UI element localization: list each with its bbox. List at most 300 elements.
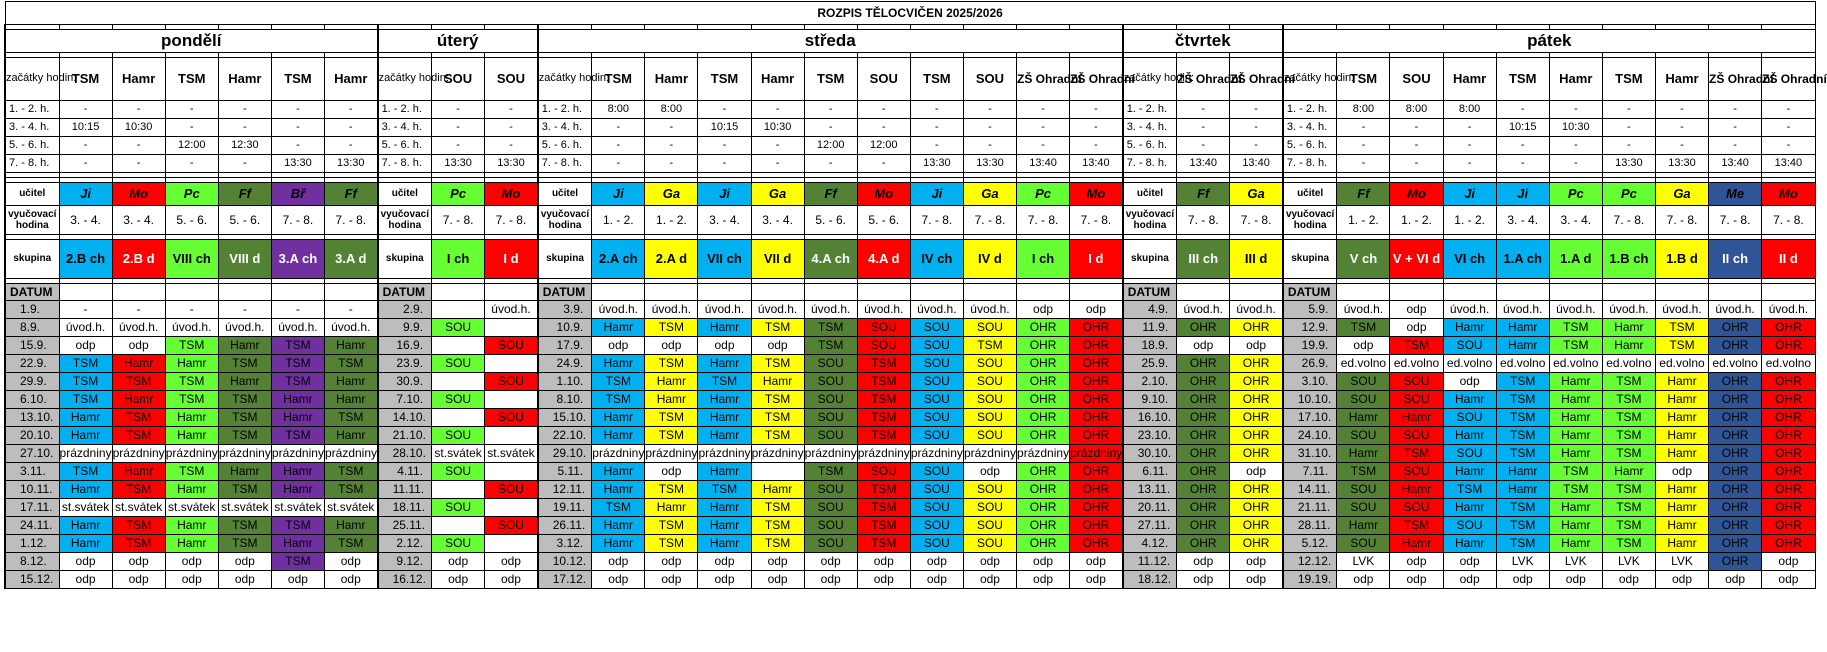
schedule-cell: Hamr: [592, 355, 645, 373]
slot-time: -: [910, 137, 963, 155]
schedule-cell: OHR: [1230, 319, 1283, 337]
empty-cell: [592, 284, 645, 301]
schedule-cell: SOU: [1390, 391, 1443, 409]
schedule-cell: TSM: [1496, 409, 1549, 427]
teacher-label: učitel: [538, 183, 592, 206]
venue-header: TSM: [910, 58, 963, 101]
schedule-cell: st.svátek: [271, 499, 324, 517]
schedule-cell: odp: [1070, 571, 1123, 589]
schedule-cell: úvod.h.: [963, 301, 1016, 319]
empty-cell: [1390, 284, 1443, 301]
group-label: skupina: [1283, 240, 1337, 279]
schedule-cell: OHR: [1709, 409, 1762, 427]
schedule-cell: OHR: [1709, 463, 1762, 481]
schedule-cell: Hamr: [1496, 463, 1549, 481]
schedule-cell: odp: [1230, 571, 1283, 589]
schedule-cell: TSM: [1602, 427, 1655, 445]
slot-time: 13:40: [1177, 155, 1230, 173]
schedule-cell: odp: [59, 571, 112, 589]
schedule-cell: st.svátek: [112, 499, 165, 517]
schedule-cell: OHR: [1709, 481, 1762, 499]
schedule-cell: st.svátek: [485, 445, 538, 463]
schedule-cell: OHR: [1070, 337, 1123, 355]
schedule-cell: TSM: [1655, 319, 1708, 337]
schedule-cell: OHR: [1709, 319, 1762, 337]
lesson-period: 1. - 2.: [1443, 206, 1496, 235]
slot-time: 8:00: [1443, 101, 1496, 119]
empty-cell: [804, 284, 857, 301]
date-cell: 24.10.: [1283, 427, 1337, 445]
schedule-cell: odp: [698, 553, 751, 571]
schedule-cell: úvod.h.: [1549, 301, 1602, 319]
date-cell: 20.10.: [5, 427, 59, 445]
teacher-code: Ga: [963, 183, 1016, 206]
schedule-cell: TSM: [1390, 445, 1443, 463]
date-row: [5, 571, 1815, 589]
slot-time: -: [485, 101, 538, 119]
schedule-cell: SOU: [432, 463, 485, 481]
day-name: úterý: [378, 30, 538, 53]
schedule-cell: Hamr: [645, 373, 698, 391]
slot-time: -: [592, 137, 645, 155]
date-cell: 18.11.: [378, 499, 432, 517]
slot-label: 5. - 6. h.: [538, 137, 592, 155]
slot-time: 12:00: [165, 137, 218, 155]
schedule-cell: TSM: [963, 337, 1016, 355]
slot-time: -: [59, 101, 112, 119]
slot-label: 3. - 4. h.: [538, 119, 592, 137]
schedule-cell: úvod.h.: [1337, 301, 1390, 319]
schedule-cell: prázdniny: [592, 445, 645, 463]
schedule-cell: odp: [271, 571, 324, 589]
date-cell: 2.12.: [378, 535, 432, 553]
schedule-cell: SOU: [804, 481, 857, 499]
date-row: [5, 355, 1815, 373]
schedule-cell: úvod.h.: [1602, 301, 1655, 319]
schedule-cell: Hamr: [59, 481, 112, 499]
date-header-row: [5, 284, 1815, 301]
slot-time: 10:15: [59, 119, 112, 137]
schedule-cell: st.svátek: [432, 445, 485, 463]
slot-time: -: [857, 101, 910, 119]
schedule-cell: TSM: [59, 373, 112, 391]
schedule-cell: ed.volno: [1709, 355, 1762, 373]
group-name: VI ch: [1443, 240, 1496, 279]
schedule-cell: odp: [592, 337, 645, 355]
date-row: [5, 319, 1815, 337]
lesson-label: vyučovací hodina: [1123, 206, 1177, 235]
schedule-cell: Hamr: [324, 427, 377, 445]
venue-header: ZŠ Ohradní: [1070, 58, 1123, 101]
schedule-cell: TSM: [218, 427, 271, 445]
schedule-cell: OHR: [1762, 445, 1816, 463]
lesson-period: 7. - 8.: [963, 206, 1016, 235]
group-name: IV d: [963, 240, 1016, 279]
group-name: 4.A ch: [804, 240, 857, 279]
slot-time: 12:00: [857, 137, 910, 155]
schedule-cell: TSM: [1602, 535, 1655, 553]
schedule-cell: prázdniny: [857, 445, 910, 463]
schedule-cell: OHR: [1230, 445, 1283, 463]
schedule-cell: odp: [1017, 553, 1070, 571]
schedule-cell: úvod.h.: [1443, 301, 1496, 319]
schedule-cell: Hamr: [271, 481, 324, 499]
date-cell: 10.12.: [538, 553, 592, 571]
schedule-cell: SOU: [963, 535, 1016, 553]
group-name: VII ch: [698, 240, 751, 279]
schedule-cell: SOU: [1390, 463, 1443, 481]
schedule-cell: TSM: [165, 391, 218, 409]
schedule-cell: OHR: [1709, 517, 1762, 535]
slot-time: -: [1655, 119, 1708, 137]
group-name: 1.A d: [1549, 240, 1602, 279]
schedule-cell: prázdniny: [963, 445, 1016, 463]
lesson-period: 3. - 4.: [751, 206, 804, 235]
schedule-cell: prázdniny: [112, 445, 165, 463]
schedule-cell: SOU: [1390, 373, 1443, 391]
schedule-cell: OHR: [1177, 481, 1230, 499]
schedule-cell: [432, 337, 485, 355]
date-cell: 12.12.: [1283, 553, 1337, 571]
schedule-cell: Hamr: [1443, 535, 1496, 553]
slot-label: 3. - 4. h.: [378, 119, 432, 137]
group-name: 1.B d: [1655, 240, 1708, 279]
schedule-cell: odp: [1017, 571, 1070, 589]
schedule-cell: SOU: [1443, 337, 1496, 355]
schedule-cell: odp: [1549, 571, 1602, 589]
schedule-cell: OHR: [1017, 319, 1070, 337]
date-cell: 9.9.: [378, 319, 432, 337]
schedule-cell: OHR: [1070, 517, 1123, 535]
day-name: středa: [538, 30, 1123, 53]
schedule-cell: TSM: [698, 481, 751, 499]
slot-time: -: [165, 101, 218, 119]
schedule-cell: [432, 409, 485, 427]
slot-time: 13:40: [1709, 155, 1762, 173]
slot-time: 10:15: [698, 119, 751, 137]
slot-label: 3. - 4. h.: [1283, 119, 1337, 137]
teacher-code: Ji: [59, 183, 112, 206]
schedule-cell: odp: [165, 571, 218, 589]
date-row: [5, 391, 1815, 409]
date-cell: 10.9.: [538, 319, 592, 337]
schedule-cell: OHR: [1230, 481, 1283, 499]
date-cell: 24.9.: [538, 355, 592, 373]
venue-header: TSM: [1337, 58, 1390, 101]
schedule-cell: SOU: [1337, 481, 1390, 499]
empty-cell: [1230, 284, 1283, 301]
schedule-cell: [432, 481, 485, 499]
schedule-cell: OHR: [1017, 355, 1070, 373]
slot-time: 10:15: [1496, 119, 1549, 137]
slot-time: -: [592, 155, 645, 173]
schedule-cell: odp: [1070, 301, 1123, 319]
empty-cell: [1443, 284, 1496, 301]
schedule-cell: TSM: [165, 337, 218, 355]
schedule-cell: odp: [592, 553, 645, 571]
schedule-cell: OHR: [1070, 481, 1123, 499]
schedule-cell: úvod.h.: [751, 301, 804, 319]
schedule-cell: [485, 463, 538, 481]
schedule-cell: SOU: [804, 517, 857, 535]
schedule-cell: úvod.h.: [698, 301, 751, 319]
schedule-cell: ed.volno: [1655, 355, 1708, 373]
group-label: skupina: [1123, 240, 1177, 279]
schedule-cell: úvod.h.: [1655, 301, 1708, 319]
schedule-cell: OHR: [1762, 409, 1816, 427]
schedule-cell: OHR: [1230, 409, 1283, 427]
schedule-cell: odp: [1602, 571, 1655, 589]
slot-time: 12:30: [218, 137, 271, 155]
schedule-cell: prázdniny: [165, 445, 218, 463]
group-name: II d: [1762, 240, 1816, 279]
date-cell: 19.11.: [538, 499, 592, 517]
slot-time: -: [1017, 119, 1070, 137]
schedule-cell: SOU: [910, 373, 963, 391]
schedule-cell: odp: [112, 571, 165, 589]
schedule-cell: TSM: [1390, 337, 1443, 355]
date-cell: 13.11.: [1123, 481, 1177, 499]
schedule-cell: TSM: [112, 409, 165, 427]
schedule-cell: LVK: [1549, 553, 1602, 571]
slot-time: 13:40: [1762, 155, 1816, 173]
schedule-cell: SOU: [963, 517, 1016, 535]
date-cell: 23.10.: [1123, 427, 1177, 445]
empty-cell: [432, 284, 485, 301]
slot-time: -: [645, 155, 698, 173]
lesson-period: 1. - 2.: [1337, 206, 1390, 235]
schedule-cell: OHR: [1070, 463, 1123, 481]
schedule-cell: TSM: [1496, 373, 1549, 391]
empty-cell: [1709, 284, 1762, 301]
schedule-cell: úvod.h.: [645, 301, 698, 319]
schedule-cell: Hamr: [59, 517, 112, 535]
schedule-cell: TSM: [751, 499, 804, 517]
slot-label: 1. - 2. h.: [538, 101, 592, 119]
schedule-cell: prázdniny: [324, 445, 377, 463]
slot-label: 7. - 8. h.: [378, 155, 432, 173]
group-name: I ch: [432, 240, 485, 279]
teacher-code: Ff: [1177, 183, 1230, 206]
slot-time: -: [1602, 119, 1655, 137]
date-cell: 8.12.: [5, 553, 59, 571]
schedule-cell: OHR: [1070, 391, 1123, 409]
schedule-cell: TSM: [218, 355, 271, 373]
slot-time: -: [1496, 155, 1549, 173]
slot-label: 1. - 2. h.: [1283, 101, 1337, 119]
empty-cell: [910, 284, 963, 301]
schedule-cell: Hamr: [1390, 535, 1443, 553]
schedule-cell: LVK: [1655, 553, 1708, 571]
schedule-cell: Hamr: [324, 391, 377, 409]
slot-time: -: [1602, 137, 1655, 155]
schedule-cell: Hamr: [271, 535, 324, 553]
slot-time: -: [1017, 137, 1070, 155]
group-name: 2.A ch: [592, 240, 645, 279]
date-header: DATUM: [378, 284, 432, 301]
schedule-cell: SOU: [1443, 445, 1496, 463]
teacher-code: Ff: [324, 183, 377, 206]
slot-time: -: [698, 155, 751, 173]
slot-row: [5, 137, 1815, 155]
group-name: I ch: [1017, 240, 1070, 279]
date-cell: 3.9.: [538, 301, 592, 319]
schedule-cell: OHR: [1230, 517, 1283, 535]
date-cell: 25.11.: [378, 517, 432, 535]
schedule-cell: OHR: [1177, 355, 1230, 373]
slot-time: 8:00: [1390, 101, 1443, 119]
schedule-cell: TSM: [59, 463, 112, 481]
schedule-cell: SOU: [910, 499, 963, 517]
schedule-cell: odp: [645, 571, 698, 589]
schedule-cell: Hamr: [698, 517, 751, 535]
slot-time: -: [1443, 137, 1496, 155]
date-cell: 26.9.: [1283, 355, 1337, 373]
date-cell: 18.12.: [1123, 571, 1177, 589]
schedule-cell: OHR: [1070, 535, 1123, 553]
schedule-cell: Hamr: [698, 427, 751, 445]
schedule-cell: odp: [1390, 301, 1443, 319]
schedule-cell: odp: [1017, 301, 1070, 319]
venue-header: Hamr: [218, 58, 271, 101]
schedule-cell: Hamr: [1337, 445, 1390, 463]
schedule-cell: úvod.h.: [1230, 301, 1283, 319]
empty-cell: [1177, 284, 1230, 301]
day-header-row: [5, 30, 1815, 53]
group-name: IV ch: [910, 240, 963, 279]
schedule-cell: TSM: [1496, 499, 1549, 517]
teacher-code: Pc: [165, 183, 218, 206]
schedule-cell: odp: [1070, 553, 1123, 571]
schedule-cell: TSM: [804, 337, 857, 355]
teacher-label: učitel: [1283, 183, 1337, 206]
teacher-code: Ji: [592, 183, 645, 206]
slot-time: -: [1070, 119, 1123, 137]
date-cell: 12.11.: [538, 481, 592, 499]
schedule-cell: TSM: [218, 481, 271, 499]
schedule-cell: Hamr: [1549, 427, 1602, 445]
schedule-cell: TSM: [751, 409, 804, 427]
teacher-code: Mo: [112, 183, 165, 206]
schedule-cell: [485, 319, 538, 337]
date-row: [5, 427, 1815, 445]
schedule-cell: Hamr: [1390, 409, 1443, 427]
schedule-cell: ed.volno: [1549, 355, 1602, 373]
schedule-cell: SOU: [1337, 427, 1390, 445]
schedule-cell: LVK: [1602, 553, 1655, 571]
schedule-cell: TSM: [1602, 499, 1655, 517]
schedule-cell: TSM: [1337, 319, 1390, 337]
schedule-cell: TSM: [1496, 445, 1549, 463]
schedule-cell: Hamr: [165, 427, 218, 445]
schedule-cell: odp: [751, 337, 804, 355]
schedule-cell: TSM: [1602, 481, 1655, 499]
slot-time: -: [1709, 137, 1762, 155]
schedule-cell: Hamr: [592, 517, 645, 535]
schedule-cell: OHR: [1017, 391, 1070, 409]
slot-time: -: [1230, 119, 1283, 137]
schedule-cell: SOU: [963, 499, 1016, 517]
schedule-cell: odp: [804, 571, 857, 589]
schedule-cell: Hamr: [1549, 409, 1602, 427]
schedule-cell: LVK: [1337, 553, 1390, 571]
schedule-cell: Hamr: [1655, 373, 1708, 391]
slot-time: -: [59, 137, 112, 155]
schedule-cell: OHR: [1709, 391, 1762, 409]
schedule-cell: Hamr: [1549, 499, 1602, 517]
date-cell: 27.11.: [1123, 517, 1177, 535]
schedule-cell: SOU: [910, 391, 963, 409]
schedule-cell: prázdniny: [218, 445, 271, 463]
teacher-code: Pc: [1549, 183, 1602, 206]
date-cell: 10.10.: [1283, 391, 1337, 409]
schedule-cell: odp: [698, 571, 751, 589]
date-cell: 17.12.: [538, 571, 592, 589]
schedule-cell: SOU: [804, 391, 857, 409]
slot-time: -: [1337, 119, 1390, 137]
schedule-cell: TSM: [1602, 445, 1655, 463]
venue-header: Hamr: [645, 58, 698, 101]
schedule-cell: Hamr: [645, 499, 698, 517]
schedule-cell: TSM: [218, 391, 271, 409]
date-cell: 3.12.: [538, 535, 592, 553]
schedule-cell: Hamr: [698, 355, 751, 373]
schedule-cell: Hamr: [1655, 391, 1708, 409]
schedule-cell: TSM: [645, 535, 698, 553]
schedule-cell: SOU: [1337, 535, 1390, 553]
schedule-cell: TSM: [645, 517, 698, 535]
schedule-cell: TSM: [804, 319, 857, 337]
start-times-label: začátky hodin:: [538, 58, 592, 101]
date-cell: 2.10.: [1123, 373, 1177, 391]
schedule-cell: úvod.h.: [592, 301, 645, 319]
lesson-label: vyučovací hodina: [538, 206, 592, 235]
schedule-cell: Hamr: [1602, 463, 1655, 481]
schedule-cell: TSM: [857, 499, 910, 517]
schedule-cell: Hamr: [59, 427, 112, 445]
schedule-cell: SOU: [1443, 517, 1496, 535]
schedule-cell: TSM: [857, 517, 910, 535]
schedule-cell: OHR: [1017, 481, 1070, 499]
schedule-cell: SOU: [1337, 499, 1390, 517]
schedule-cell: SOU: [485, 481, 538, 499]
schedule-cell: TSM: [271, 355, 324, 373]
date-cell: 17.10.: [1283, 409, 1337, 427]
schedule-cell: SOU: [804, 373, 857, 391]
slot-time: -: [1549, 155, 1602, 173]
schedule-cell: [432, 301, 485, 319]
lesson-period: 7. - 8.: [910, 206, 963, 235]
schedule-cell: odp: [1390, 553, 1443, 571]
schedule-cell: odp: [1390, 319, 1443, 337]
schedule-cell: SOU: [485, 517, 538, 535]
schedule-cell: [485, 427, 538, 445]
schedule-cell: TSM: [218, 535, 271, 553]
schedule-cell: TSM: [751, 517, 804, 535]
schedule-cell: ed.volno: [1337, 355, 1390, 373]
empty-cell: [112, 284, 165, 301]
slot-time: -: [1762, 119, 1816, 137]
schedule-cell: odp: [218, 553, 271, 571]
date-cell: 4.11.: [378, 463, 432, 481]
group-name: 2.B ch: [59, 240, 112, 279]
slot-time: 12:00: [804, 137, 857, 155]
empty-cell: [1017, 284, 1070, 301]
schedule-cell: odp: [963, 571, 1016, 589]
slot-row: [5, 155, 1815, 173]
teacher-code: Me: [1709, 183, 1762, 206]
page-title: ROZPIS TĚLOCVIČEN 2025/2026: [5, 2, 1815, 25]
